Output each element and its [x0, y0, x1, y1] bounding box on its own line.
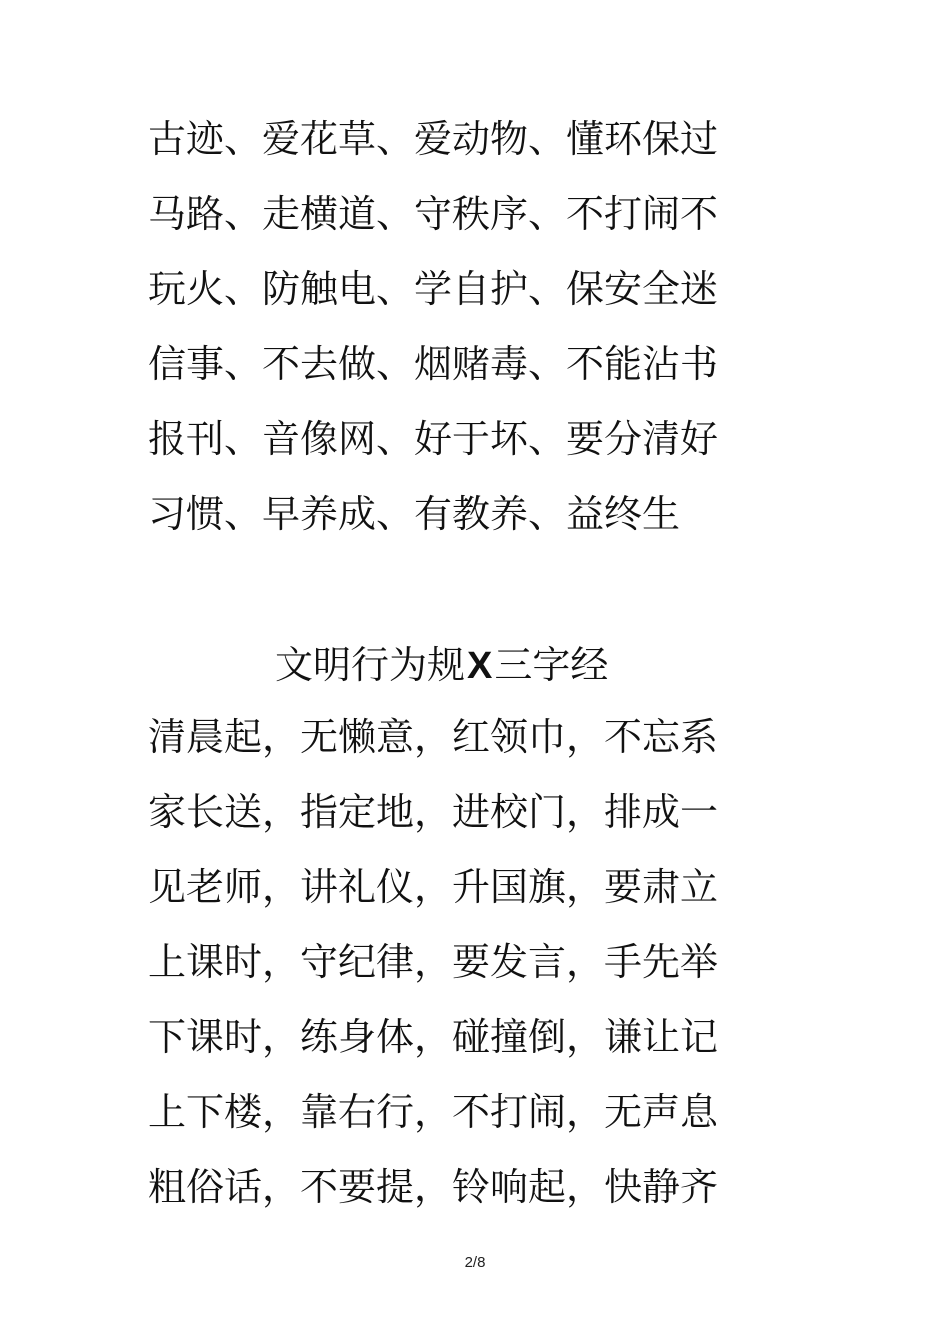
verse-line: 玩火、防触电、学自护、保安全迷 [148, 267, 719, 311]
page-number: 2/8 [464, 1254, 486, 1271]
verse-line: 见老师，讲礼仪，升国旗，要肃立 [148, 865, 719, 909]
verse-line: 习惯、早养成、有教养、益终生 [148, 492, 681, 536]
verse-line: 粗俗话，不要提，铃响起，快静齐 [148, 1165, 719, 1209]
verse-line: 信事、不去做、烟赌毒、不能沾书 [148, 342, 719, 386]
section-title-bold-char: X [467, 645, 493, 687]
section-title-prefix: 文明行为规 [275, 643, 466, 687]
verse-line: 清晨起，无懒意，红领巾，不忘系 [148, 715, 719, 759]
verse-block-top [148, 102, 788, 552]
verse-line: 下课时，练身体，碰撞倒，谦让记 [148, 1015, 719, 1059]
verse-line: 上课时，守纪律，要发言，手先举 [148, 940, 719, 984]
section-title [275, 628, 608, 703]
verse-line: 上下楼，靠右行，不打闹，无声息 [148, 1090, 719, 1134]
verse-line: 家长送，指定地，进校门，排成一 [148, 790, 719, 834]
verse-line: 报刊、音像网、好于坏、要分清好 [148, 417, 719, 461]
verse-line: 古迹、爱花草、爱动物、懂环保过 [148, 117, 719, 161]
verse-block-bottom [148, 700, 788, 1225]
section-title-suffix: 三字经 [494, 643, 609, 687]
verse-line: 马路、走横道、守秩序、不打闹不 [148, 192, 719, 236]
